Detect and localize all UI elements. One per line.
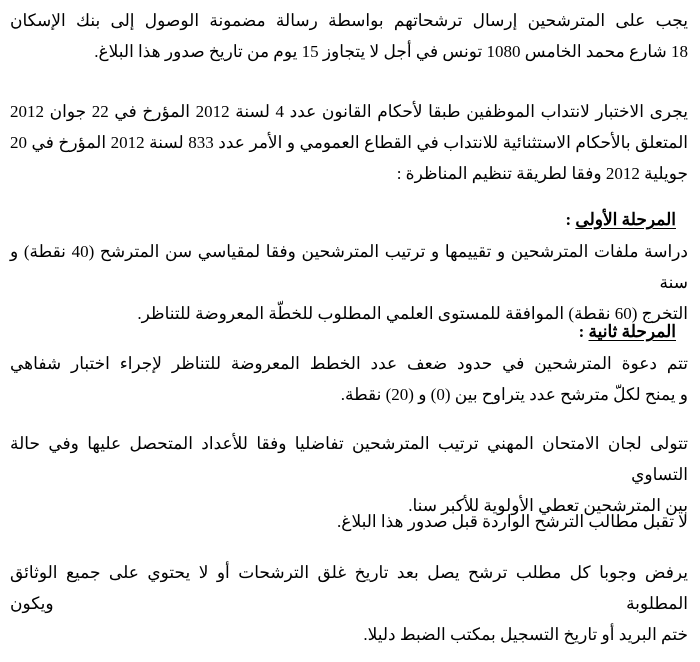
stage-one-title-suffix: : xyxy=(565,210,576,229)
committee-line-2: بين المترشحين تعطي الأولوية للأكبر سنا. xyxy=(408,496,688,515)
intro-line-1: يجب على المترشحين إرسال ترشحاتهم بواسطة رسالة مضمونة الوصول إلى بنك الإسكان xyxy=(10,11,688,30)
stage-two-heading xyxy=(579,316,676,347)
stage-two-title-suffix: : xyxy=(578,322,589,341)
rejection-line-1: يرفض وجوبا كل مطلب ترشح يصل بعد تاريخ غلق الترشحات أو لا يحتوي على جميع الوثائق المطلوبة ويكون xyxy=(10,563,688,613)
exam-intro-line-3: جويلية 2012 وفقا لطريقة تنظيم المناظرة : xyxy=(396,164,688,183)
stage-two-title: المرحلة ثانية xyxy=(588,322,676,341)
exam-intro-paragraph xyxy=(10,96,688,189)
stage-one-heading xyxy=(565,204,676,235)
stage-one-line-2: التخرج (60 نقطة) الموافقة للمستوى العلمي المطلوب للخطّة المعروضة للتناظر. xyxy=(137,304,688,323)
stage-one-title: المرحلة الأولى xyxy=(575,210,676,229)
rejection-line-2: ختم البريد أو تاريخ التسجيل بمكتب الضبط دليلا. xyxy=(363,625,688,644)
no-accept-line-1: لا تقبل مطالب الترشح الواردة قبل صدور هذا البلاغ. xyxy=(337,512,688,531)
intro-line-2: 18 شارع محمد الخامس 1080 تونس في أجل لا يتجاوز 15 يوم من تاريخ صدور هذا البلاغ. xyxy=(94,42,688,61)
exam-intro-line-2: المتعلق بالأحكام الاستثنائية للانتداب في القطاع العمومي و الأمر عدد 833 لسنة 2012 المؤرخ في 20 xyxy=(10,133,688,152)
exam-intro-line-1: يجرى الاختبار لانتداب الموظفين طبقا لأحكام القانون عدد 4 لسنة 2012 المؤرخ في 22 جوان 2012 xyxy=(10,102,688,121)
stage-one-line-1: دراسة ملفات المترشحين و تقييمها و ترتيب المترشحين وفقا لمقياسي سن المترشح (40 نقطة) و سنة xyxy=(10,242,688,292)
no-accept-paragraph xyxy=(10,506,688,537)
stage-two-line-1: تتم دعوة المترشحين في حدود ضعف عدد الخطط المعروضة للتناظر لإجراء اختبار شفاهي xyxy=(10,354,688,373)
rejection-paragraph xyxy=(10,557,688,650)
intro-paragraph xyxy=(10,5,688,67)
stage-two-paragraph xyxy=(10,348,688,410)
committee-line-1: تتولى لجان الامتحان المهني ترتيب المترشحين تفاضليا وفقا للأعداد المتحصل عليها وفي حالة التساوي xyxy=(10,434,688,484)
stage-two-line-2: و يمنح لكلّ مترشح عدد يتراوح بين (0) و (20) نقطة. xyxy=(340,385,688,404)
